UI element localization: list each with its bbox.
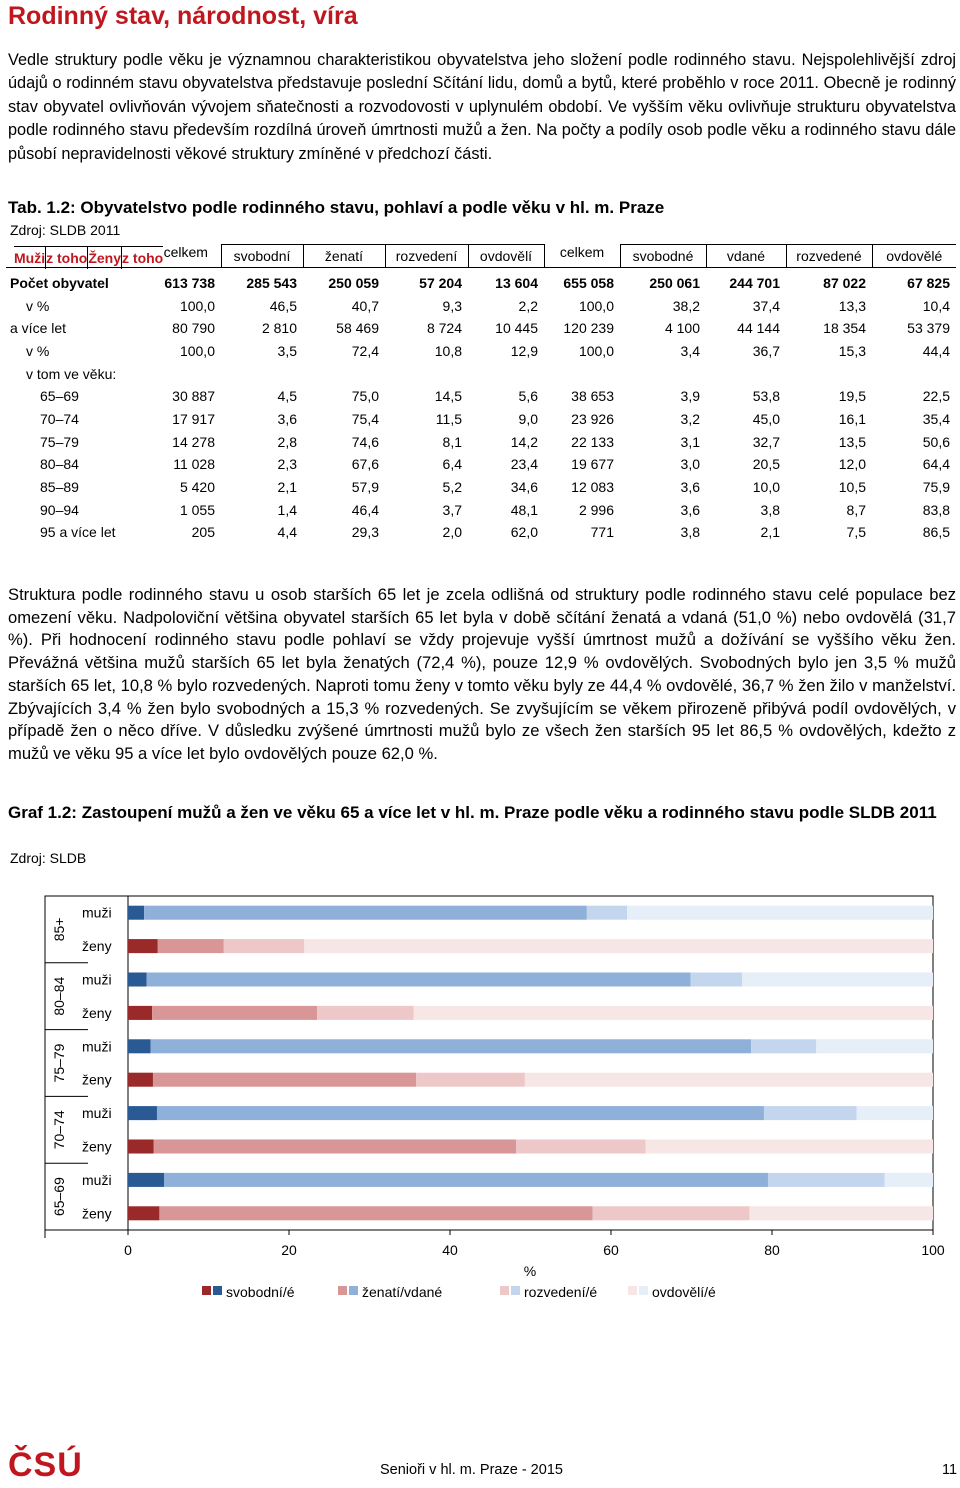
- table-cell: 57,9: [351, 479, 379, 496]
- page-number: 11: [942, 1462, 958, 1478]
- table-cell: [872, 362, 956, 385]
- footer-text: Senioři v hl. m. Praze - 2015: [380, 1462, 563, 1478]
- table-cell: 75,4: [351, 410, 379, 427]
- table-cell: 35,4: [922, 410, 950, 427]
- table-cell: 613 738: [164, 274, 215, 291]
- row-label: Počet obyvatel: [10, 274, 109, 291]
- table-cell: 40,7: [351, 297, 379, 314]
- table-cell: 20,5: [752, 456, 780, 473]
- subheader-cell: svobodné: [620, 244, 706, 267]
- bar-segment: [147, 972, 691, 986]
- table-cell: [385, 362, 468, 385]
- header-muzi: Muži: [14, 247, 46, 270]
- row-label: 90–94: [40, 501, 79, 518]
- row-label: 95 a více let: [40, 524, 116, 541]
- table-cell: 100,0: [179, 342, 215, 359]
- bar-segment: [516, 1139, 646, 1153]
- bar-segment: [749, 1206, 933, 1220]
- bar-segment: [304, 939, 933, 953]
- header-celkem-zeny: celkem: [544, 244, 620, 267]
- table-title: Tab. 1.2: Obyvatelstvo podle rodinného stavu, pohlaví a podle věku v hl. m. Praze: [8, 198, 665, 217]
- table-cell: 3,6: [277, 410, 297, 427]
- bar-segment: [157, 1106, 764, 1120]
- table-cell: 8,7: [846, 501, 866, 518]
- table-cell: 19 677: [571, 456, 614, 473]
- table-cell: 3,7: [442, 501, 462, 518]
- table-cell: 44 144: [737, 320, 780, 337]
- table-cell: 14,2: [510, 433, 538, 450]
- x-tick-label: 100: [921, 1242, 945, 1258]
- table-cell: 4,5: [277, 388, 297, 405]
- table-cell: 23 926: [571, 410, 614, 427]
- table-cell: 3,8: [680, 524, 700, 541]
- table-cell: 30 887: [172, 388, 215, 405]
- table-cell: 38,2: [672, 297, 700, 314]
- table-cell: 75,0: [351, 388, 379, 405]
- legend-swatch-women: [628, 1286, 637, 1295]
- table-cell: 10 445: [495, 320, 538, 337]
- population-table: [6, 244, 956, 544]
- bar-segment: [151, 1039, 752, 1053]
- table-cell: 100,0: [578, 342, 614, 359]
- bar-segment: [154, 1139, 516, 1153]
- table-cell: 14 278: [172, 433, 215, 450]
- table-cell: 10,4: [922, 297, 950, 314]
- table-cell: 53 379: [907, 320, 950, 337]
- graph-title: Graf 1.2: Zastoupení mužů a žen ve věku 65 a více let v hl. m. Praze podle věku a rodinného stavu podle SLDB 2011: [8, 803, 937, 822]
- legend-label: rozvedení/é: [524, 1284, 598, 1300]
- header-ztoho-muzi: z toho: [46, 247, 88, 270]
- bar-segment: [857, 1106, 933, 1120]
- sex-label: ženy: [82, 1138, 112, 1155]
- table-cell: [620, 362, 706, 385]
- table-cell: 285 543: [246, 274, 297, 291]
- table-cell: 4 100: [664, 320, 700, 337]
- legend-label: ženatí/vdané: [362, 1284, 443, 1300]
- table-cell: 205: [191, 524, 215, 541]
- table-cell: 771: [590, 524, 614, 541]
- table-cell: 5 420: [179, 479, 215, 496]
- bar-segment: [646, 1139, 933, 1153]
- table-cell: 13,5: [838, 433, 866, 450]
- table-cell: 23,4: [510, 456, 538, 473]
- bar-segment: [128, 1206, 159, 1220]
- table-cell: 62,0: [510, 524, 538, 541]
- bar-segment: [768, 1173, 885, 1187]
- bar-segment: [627, 906, 933, 920]
- table-cell: 9,0: [518, 410, 538, 427]
- table-cell: 80 790: [172, 320, 215, 337]
- table-cell: 100,0: [578, 297, 614, 314]
- table-cell: 75,9: [922, 479, 950, 496]
- age-group-label: 70–74: [51, 1110, 67, 1150]
- table-cell: 22,5: [922, 388, 950, 405]
- bar-segment: [317, 1006, 414, 1020]
- age-group-label: 80–84: [51, 976, 67, 1016]
- table-cell: 3,6: [680, 501, 700, 518]
- table-cell: 46,5: [269, 297, 297, 314]
- table-cell: 14,5: [434, 388, 462, 405]
- table-cell: 13,3: [838, 297, 866, 314]
- table-cell: 12,0: [838, 456, 866, 473]
- table-row: [6, 267, 956, 294]
- table-cell: 87 022: [823, 274, 866, 291]
- bar-segment: [159, 1206, 592, 1220]
- bar-segment: [764, 1106, 857, 1120]
- table-row: [6, 476, 956, 499]
- table-cell: 22 133: [571, 433, 614, 450]
- table-cell: 3,6: [680, 479, 700, 496]
- table-cell: 10,0: [752, 479, 780, 496]
- subheader-cell: rozvedené: [786, 244, 872, 267]
- bar-segment: [128, 1139, 154, 1153]
- table-row: [6, 362, 956, 385]
- age-group-label: 65–69: [51, 1177, 67, 1217]
- table-cell: 74,6: [351, 433, 379, 450]
- table-cell: 5,6: [518, 388, 538, 405]
- sex-label: muži: [82, 1171, 112, 1188]
- table-cell: 15,3: [838, 342, 866, 359]
- table-cell: 10,5: [838, 479, 866, 496]
- table-cell: 32,7: [752, 433, 780, 450]
- table-cell: 17 917: [172, 410, 215, 427]
- bar-segment: [816, 1039, 933, 1053]
- table-row: [6, 521, 956, 544]
- bar-segment: [742, 972, 933, 986]
- header-celkem-muzi: celkem: [151, 244, 221, 267]
- subheader-cell: rozvedení: [385, 244, 468, 267]
- table-row: [6, 294, 956, 317]
- table-cell: 3,0: [680, 456, 700, 473]
- table-cell: 250 061: [649, 274, 700, 291]
- table-cell: 12 083: [571, 479, 614, 496]
- subheader-cell: svobodní: [221, 244, 303, 267]
- bar-segment: [751, 1039, 816, 1053]
- row-label: 80–84: [40, 456, 79, 473]
- table-cell: 58 469: [336, 320, 379, 337]
- row-label: 85–89: [40, 479, 79, 496]
- table-cell: 50,6: [922, 433, 950, 450]
- table-cell: 11,5: [435, 410, 462, 427]
- table-row: [6, 340, 956, 363]
- table-cell: 64,4: [922, 456, 950, 473]
- marital-status-chart: [0, 880, 960, 1310]
- bar-segment: [414, 1006, 933, 1020]
- legend-swatch-women: [338, 1286, 347, 1295]
- legend-swatch-women: [500, 1286, 509, 1295]
- bar-segment: [128, 1073, 153, 1087]
- table-cell: 7,5: [846, 524, 866, 541]
- table-cell: 100,0: [179, 297, 215, 314]
- bar-segment: [525, 1073, 933, 1087]
- x-axis-label: %: [523, 1263, 537, 1279]
- sex-label: ženy: [82, 1071, 112, 1088]
- table-cell: 18 354: [823, 320, 866, 337]
- table-cell: 16,1: [838, 410, 866, 427]
- table-cell: 3,5: [277, 342, 297, 359]
- table-row: [6, 408, 956, 431]
- table-cell: 45,0: [752, 410, 780, 427]
- bar-segment: [128, 906, 144, 920]
- table-cell: [544, 362, 620, 385]
- table-cell: 2,8: [277, 433, 297, 450]
- table-cell: 1 055: [179, 501, 215, 518]
- table-cell: 244 701: [729, 274, 780, 291]
- table-cell: 2,1: [760, 524, 780, 541]
- intro-paragraph: Vedle struktury podle věku je významnou charakteristikou obyvatelstva jeho složení podle rodinného stavu. Nejspolehlivější zdroj údajů o rodinném stavu obyvatelstva představuje poslední Sčítání lidu, domů a bytů, které proběhlo v roce 2011. Obecně je rodinný stav obyvatel ovlivňován vývojem sňatečnosti a rozvodovosti v uplynulém období. Ve vyšším věku ovlivňuje strukturu obyvatelstva podle rodinného stavu především rozdílná úroveň úmrtnosti mužů a žen. Na počty a podíly osob podle věku a rodinného stavu dále působí nepravidelnosti věkové struktury zmíněné v předchozí části.: [8, 51, 956, 163]
- x-tick-label: 80: [764, 1242, 780, 1258]
- bar-segment: [164, 1173, 768, 1187]
- table-cell: 2,1: [277, 479, 297, 496]
- row-label: 75–79: [40, 433, 79, 450]
- table-cell: 4,4: [277, 524, 297, 541]
- x-tick-label: 60: [603, 1242, 619, 1258]
- bar-segment: [128, 1106, 157, 1120]
- legend-label: svobodní/é: [226, 1284, 295, 1300]
- legend-swatch-men: [511, 1286, 520, 1295]
- bar-segment: [416, 1073, 525, 1087]
- table-cell: 36,7: [752, 342, 780, 359]
- table-cell: 2,3: [277, 456, 297, 473]
- row-label: v %: [26, 342, 50, 359]
- csu-logo: ČSÚ: [8, 1446, 83, 1484]
- table-cell: 10,8: [434, 342, 462, 359]
- table-cell: 8,1: [442, 433, 462, 450]
- subheader-cell: ženatí: [303, 244, 385, 267]
- table-cell: 19,5: [838, 388, 866, 405]
- table-cell: 655 058: [563, 274, 614, 291]
- legend-swatch-men: [639, 1286, 648, 1295]
- table-cell: 38 653: [571, 388, 614, 405]
- subheader-cell: ovdovělí: [468, 244, 544, 267]
- sex-label: ženy: [82, 1205, 112, 1222]
- table-cell: 72,4: [351, 342, 379, 359]
- table-cell: 67,6: [351, 456, 379, 473]
- table-cell: 86,5: [922, 524, 950, 541]
- table-cell: 46,4: [351, 501, 379, 518]
- table-cell: 11 028: [173, 456, 215, 473]
- sex-label: ženy: [82, 1004, 112, 1021]
- graph-source: Zdroj: SLDB: [10, 850, 87, 866]
- table-cell: 3,2: [680, 410, 700, 427]
- table-cell: 6,4: [442, 456, 462, 473]
- x-tick-label: 20: [281, 1242, 297, 1258]
- header-zeny: Ženy: [88, 247, 122, 270]
- x-tick-label: 0: [124, 1242, 132, 1258]
- table-cell: [221, 362, 303, 385]
- table-cell: 2,2: [518, 297, 538, 314]
- table-row: [6, 317, 956, 340]
- sex-label: muži: [82, 971, 112, 988]
- sex-label: ženy: [82, 938, 112, 955]
- x-tick-label: 40: [442, 1242, 458, 1258]
- table-cell: 3,9: [680, 388, 700, 405]
- bar-segment: [158, 939, 224, 953]
- table-cell: 67 825: [907, 274, 950, 291]
- table-cell: 48,1: [510, 501, 538, 518]
- bar-segment: [144, 906, 587, 920]
- table-row: [6, 498, 956, 521]
- table-cell: 34,6: [510, 479, 538, 496]
- table-cell: 13 604: [495, 274, 538, 291]
- table-cell: 2 810: [261, 320, 297, 337]
- sex-label: muži: [82, 904, 112, 921]
- legend-swatch-men: [213, 1286, 222, 1295]
- table-cell: 8 724: [426, 320, 462, 337]
- bar-segment: [152, 1006, 317, 1020]
- age-group-label: 75–79: [51, 1043, 67, 1083]
- table-cell: 3,8: [760, 501, 780, 518]
- subheader-cell: vdané: [706, 244, 786, 267]
- table-row: [6, 430, 956, 453]
- table-row: [6, 385, 956, 408]
- header-ztoho-zeny: z toho: [122, 247, 164, 270]
- row-label: 70–74: [40, 410, 79, 427]
- bar-segment: [128, 939, 158, 953]
- subheader-cell: ovdovělé: [872, 244, 956, 267]
- body-paragraph: Struktura podle rodinného stavu u osob starších 65 let je zcela odlišná od struktury podle rodinného stavu celé populace bez omezení věku. Nadpoloviční většina obyvatel starších 65 let byla v době sčítání ženatá a vdaná (51,0 %) nebo ovdovělá (31,7 %). Při hodnocení rodinného stavu podle pohlaví se vždy projevuje vyšší úmrtnost mužů a dožívání se vyššího věku žen. Převážná většina mužů starších 65 let byla ženatých (72,4 %), pouze 12,9 % ovdovělých. Svobodných bylo jen 3,5 % mužů starších 65 let, 10,8 % bylo rozvedených. Naproti tomu ženy v tomto věku byly ze 44,4 % ovdovělé, 36,7 % žen žilo v manželství. Zbývajících 3,4 % žen bylo svobodných a 15,3 % rozvedených. Se zvyšujícím se věkem přirozeně přibývá podíl ovdovělých, v případě žen o něco dříve. V důsledku zvýšené úmrtnosti mužů bylo ze všech žen starších 95 let 86,5 % ovdovělých, kdežto z mužů ve věku 95 a více let bylo ovdovělých pouze 62,0 %.: [8, 585, 956, 763]
- table-cell: 53,8: [752, 388, 780, 405]
- table-cell: [151, 362, 221, 385]
- sex-label: muži: [82, 1038, 112, 1055]
- bar-segment: [224, 939, 304, 953]
- bar-segment: [691, 972, 743, 986]
- page-heading: Rodinný stav, národnost, víra: [8, 2, 358, 30]
- table-cell: 44,4: [922, 342, 950, 359]
- bar-segment: [128, 1039, 151, 1053]
- table-cell: 250 059: [328, 274, 379, 291]
- legend-label: ovdovělí/é: [652, 1284, 716, 1300]
- table-cell: 5,2: [442, 479, 462, 496]
- table-cell: 2,0: [442, 524, 462, 541]
- table-cell: [303, 362, 385, 385]
- row-label: v %: [26, 297, 50, 314]
- table-cell: 1,4: [277, 501, 297, 518]
- bar-segment: [128, 972, 147, 986]
- legend-swatch-men: [349, 1286, 358, 1295]
- row-label: v tom ve věku:: [26, 365, 117, 382]
- table-cell: 120 239: [563, 320, 614, 337]
- table-cell: 83,8: [922, 501, 950, 518]
- table-cell: [786, 362, 872, 385]
- table-cell: 29,3: [351, 524, 379, 541]
- row-label: a více let: [10, 320, 67, 337]
- legend-swatch-women: [202, 1286, 211, 1295]
- table-cell: 12,9: [510, 342, 538, 359]
- table-cell: 3,1: [680, 433, 700, 450]
- table-row: [6, 453, 956, 476]
- age-group-label: 85+: [51, 917, 67, 942]
- table-source: Zdroj: SLDB 2011: [10, 222, 121, 238]
- bar-segment: [885, 1173, 933, 1187]
- table-cell: [468, 362, 544, 385]
- table-body: [6, 267, 956, 544]
- sex-label: muži: [82, 1105, 112, 1122]
- table-cell: 3,4: [680, 342, 700, 359]
- table-cell: 9,3: [442, 297, 462, 314]
- table-cell: 37,4: [752, 297, 780, 314]
- bar-segment: [128, 1173, 164, 1187]
- bar-segment: [592, 1206, 749, 1220]
- row-label: 65–69: [40, 388, 79, 405]
- table-cell: 2 996: [578, 501, 614, 518]
- table-cell: [706, 362, 786, 385]
- table-cell: 57 204: [419, 274, 462, 291]
- bar-segment: [153, 1073, 416, 1087]
- bar-segment: [128, 1006, 152, 1020]
- bar-segment: [587, 906, 627, 920]
